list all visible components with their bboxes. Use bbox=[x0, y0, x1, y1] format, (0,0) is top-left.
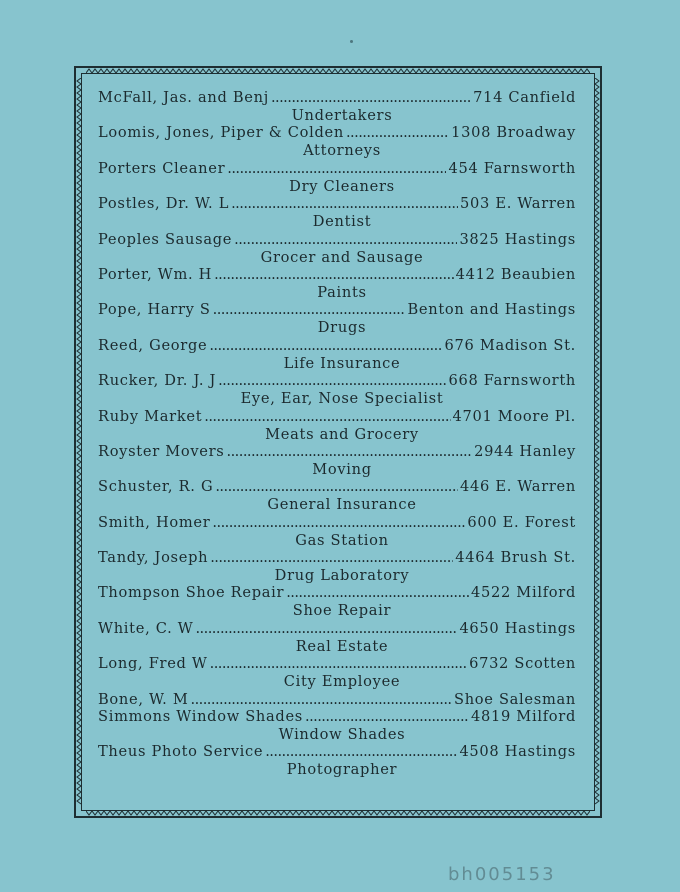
dot-leader bbox=[209, 337, 442, 355]
business-name: Schuster, R. G bbox=[98, 478, 214, 496]
business-category: Moving bbox=[312, 460, 372, 478]
business-address: 714 Canfield bbox=[473, 89, 576, 106]
business-category: Drugs bbox=[317, 319, 367, 337]
dot-leader bbox=[204, 408, 450, 426]
business-category: Dry Cleaners bbox=[289, 177, 395, 195]
business-name: Tandy, Joseph bbox=[98, 549, 209, 567]
list-item bbox=[98, 708, 576, 743]
business-category: Shoe Repair bbox=[292, 602, 392, 620]
business-category: Window Shades bbox=[278, 726, 406, 744]
business-address: 4701 Moore Pl. bbox=[452, 407, 576, 425]
list-item bbox=[98, 160, 576, 195]
list-item bbox=[98, 408, 576, 443]
list-item bbox=[98, 372, 576, 407]
business-name: Pope, Harry S bbox=[98, 301, 211, 319]
dot-leader bbox=[215, 478, 458, 496]
dot-leader bbox=[286, 584, 469, 602]
dot-leader bbox=[191, 691, 453, 709]
dot-leader bbox=[195, 620, 457, 638]
list-item bbox=[98, 478, 576, 513]
dot-leader bbox=[346, 124, 449, 142]
dot-leader bbox=[212, 514, 465, 532]
list-item bbox=[98, 89, 576, 124]
business-name: Bone, W. M bbox=[98, 690, 189, 708]
business-name: Long, Fred W bbox=[98, 655, 208, 673]
business-name: Thompson Shoe Repair bbox=[98, 584, 285, 602]
business-category: Drug Laboratory bbox=[274, 567, 410, 585]
dot-leader bbox=[218, 372, 446, 390]
paper-speck bbox=[350, 40, 353, 43]
business-category: City Employee bbox=[283, 673, 401, 691]
business-name: Rucker, Dr. J. J bbox=[98, 372, 217, 390]
list-item bbox=[98, 655, 576, 690]
archive-stamp: bh005153 bbox=[448, 864, 556, 885]
business-category: Eye, Ear, Nose Specialist bbox=[240, 390, 444, 408]
business-address: 503 E. Warren bbox=[460, 195, 576, 213]
business-category: Attorneys bbox=[303, 142, 381, 160]
business-name: Reed, George bbox=[98, 336, 208, 354]
business-address: 3825 Hastings bbox=[459, 230, 576, 248]
business-address: 600 E. Forest bbox=[467, 513, 576, 531]
business-name: Theus Photo Service bbox=[98, 743, 264, 761]
business-address: 454 Farnsworth bbox=[448, 159, 576, 177]
list-item bbox=[98, 584, 576, 619]
dot-leader bbox=[227, 443, 473, 461]
business-address: 4650 Hastings bbox=[459, 619, 576, 637]
business-category: Undertakers bbox=[291, 107, 393, 124]
list-item bbox=[98, 514, 576, 549]
business-category: Life Insurance bbox=[283, 354, 401, 372]
border-zigzag-top bbox=[86, 68, 590, 74]
business-name: Royster Movers bbox=[98, 442, 225, 460]
list-item bbox=[98, 195, 576, 230]
business-address: Benton and Hastings bbox=[407, 301, 576, 319]
list-item bbox=[98, 337, 576, 372]
business-category: General Insurance bbox=[267, 496, 417, 514]
dot-leader bbox=[210, 655, 467, 673]
list-item bbox=[98, 549, 576, 584]
list-item bbox=[98, 301, 576, 336]
dot-leader bbox=[234, 231, 457, 249]
business-name: Postles, Dr. W. L bbox=[98, 195, 230, 213]
business-address: 4522 Milford bbox=[471, 584, 576, 602]
business-name: Porters Cleaner bbox=[98, 159, 226, 177]
business-name: Loomis, Jones, Piper & Colden bbox=[98, 124, 344, 142]
list-item bbox=[98, 124, 576, 159]
dot-leader bbox=[265, 743, 457, 761]
business-address: 2944 Hanley bbox=[474, 442, 576, 460]
business-category: Grocer and Sausage bbox=[260, 248, 424, 266]
business-category: Photographer bbox=[286, 761, 398, 779]
list-item bbox=[98, 266, 576, 301]
directory-listing bbox=[98, 89, 576, 779]
business-address: Shoe Salesman bbox=[454, 690, 576, 708]
list-item bbox=[98, 231, 576, 266]
business-address: 1308 Broadway bbox=[451, 124, 576, 142]
business-address: 6732 Scotten bbox=[469, 655, 576, 673]
dot-leader bbox=[271, 89, 471, 107]
border-zigzag-right bbox=[594, 78, 600, 806]
business-category: Paints bbox=[317, 283, 367, 301]
business-address: 4464 Brush St. bbox=[455, 549, 576, 567]
business-category: Real Estate bbox=[295, 637, 389, 655]
list-item bbox=[98, 443, 576, 478]
business-name: Simmons Window Shades bbox=[98, 708, 303, 726]
business-name: McFall, Jas. and Benj bbox=[98, 89, 269, 106]
business-name: Porter, Wm. H bbox=[98, 265, 213, 283]
dot-leader bbox=[210, 549, 453, 567]
business-name: Peoples Sausage bbox=[98, 230, 233, 248]
dot-leader bbox=[305, 708, 469, 726]
dot-leader bbox=[227, 160, 446, 178]
border-zigzag-bottom bbox=[86, 810, 590, 816]
dot-leader bbox=[214, 266, 454, 284]
business-address: 4819 Milford bbox=[471, 708, 576, 726]
business-address: 4412 Beaubien bbox=[455, 265, 576, 283]
business-address: 446 E. Warren bbox=[460, 478, 576, 496]
business-name: Smith, Homer bbox=[98, 513, 211, 531]
business-address: 676 Madison St. bbox=[444, 336, 576, 354]
business-category: Meats and Grocery bbox=[265, 425, 419, 443]
list-item bbox=[98, 691, 576, 708]
border-zigzag-left bbox=[76, 78, 82, 806]
dot-leader bbox=[213, 301, 406, 319]
business-address: 4508 Hastings bbox=[459, 743, 576, 761]
list-item bbox=[98, 620, 576, 655]
business-category: Dentist bbox=[312, 213, 372, 231]
dot-leader bbox=[231, 195, 458, 213]
business-name: White, C. W bbox=[98, 619, 194, 637]
business-address: 668 Farnsworth bbox=[448, 372, 576, 390]
business-name: Ruby Market bbox=[98, 407, 203, 425]
business-category: Gas Station bbox=[295, 531, 389, 549]
list-item bbox=[98, 743, 576, 778]
